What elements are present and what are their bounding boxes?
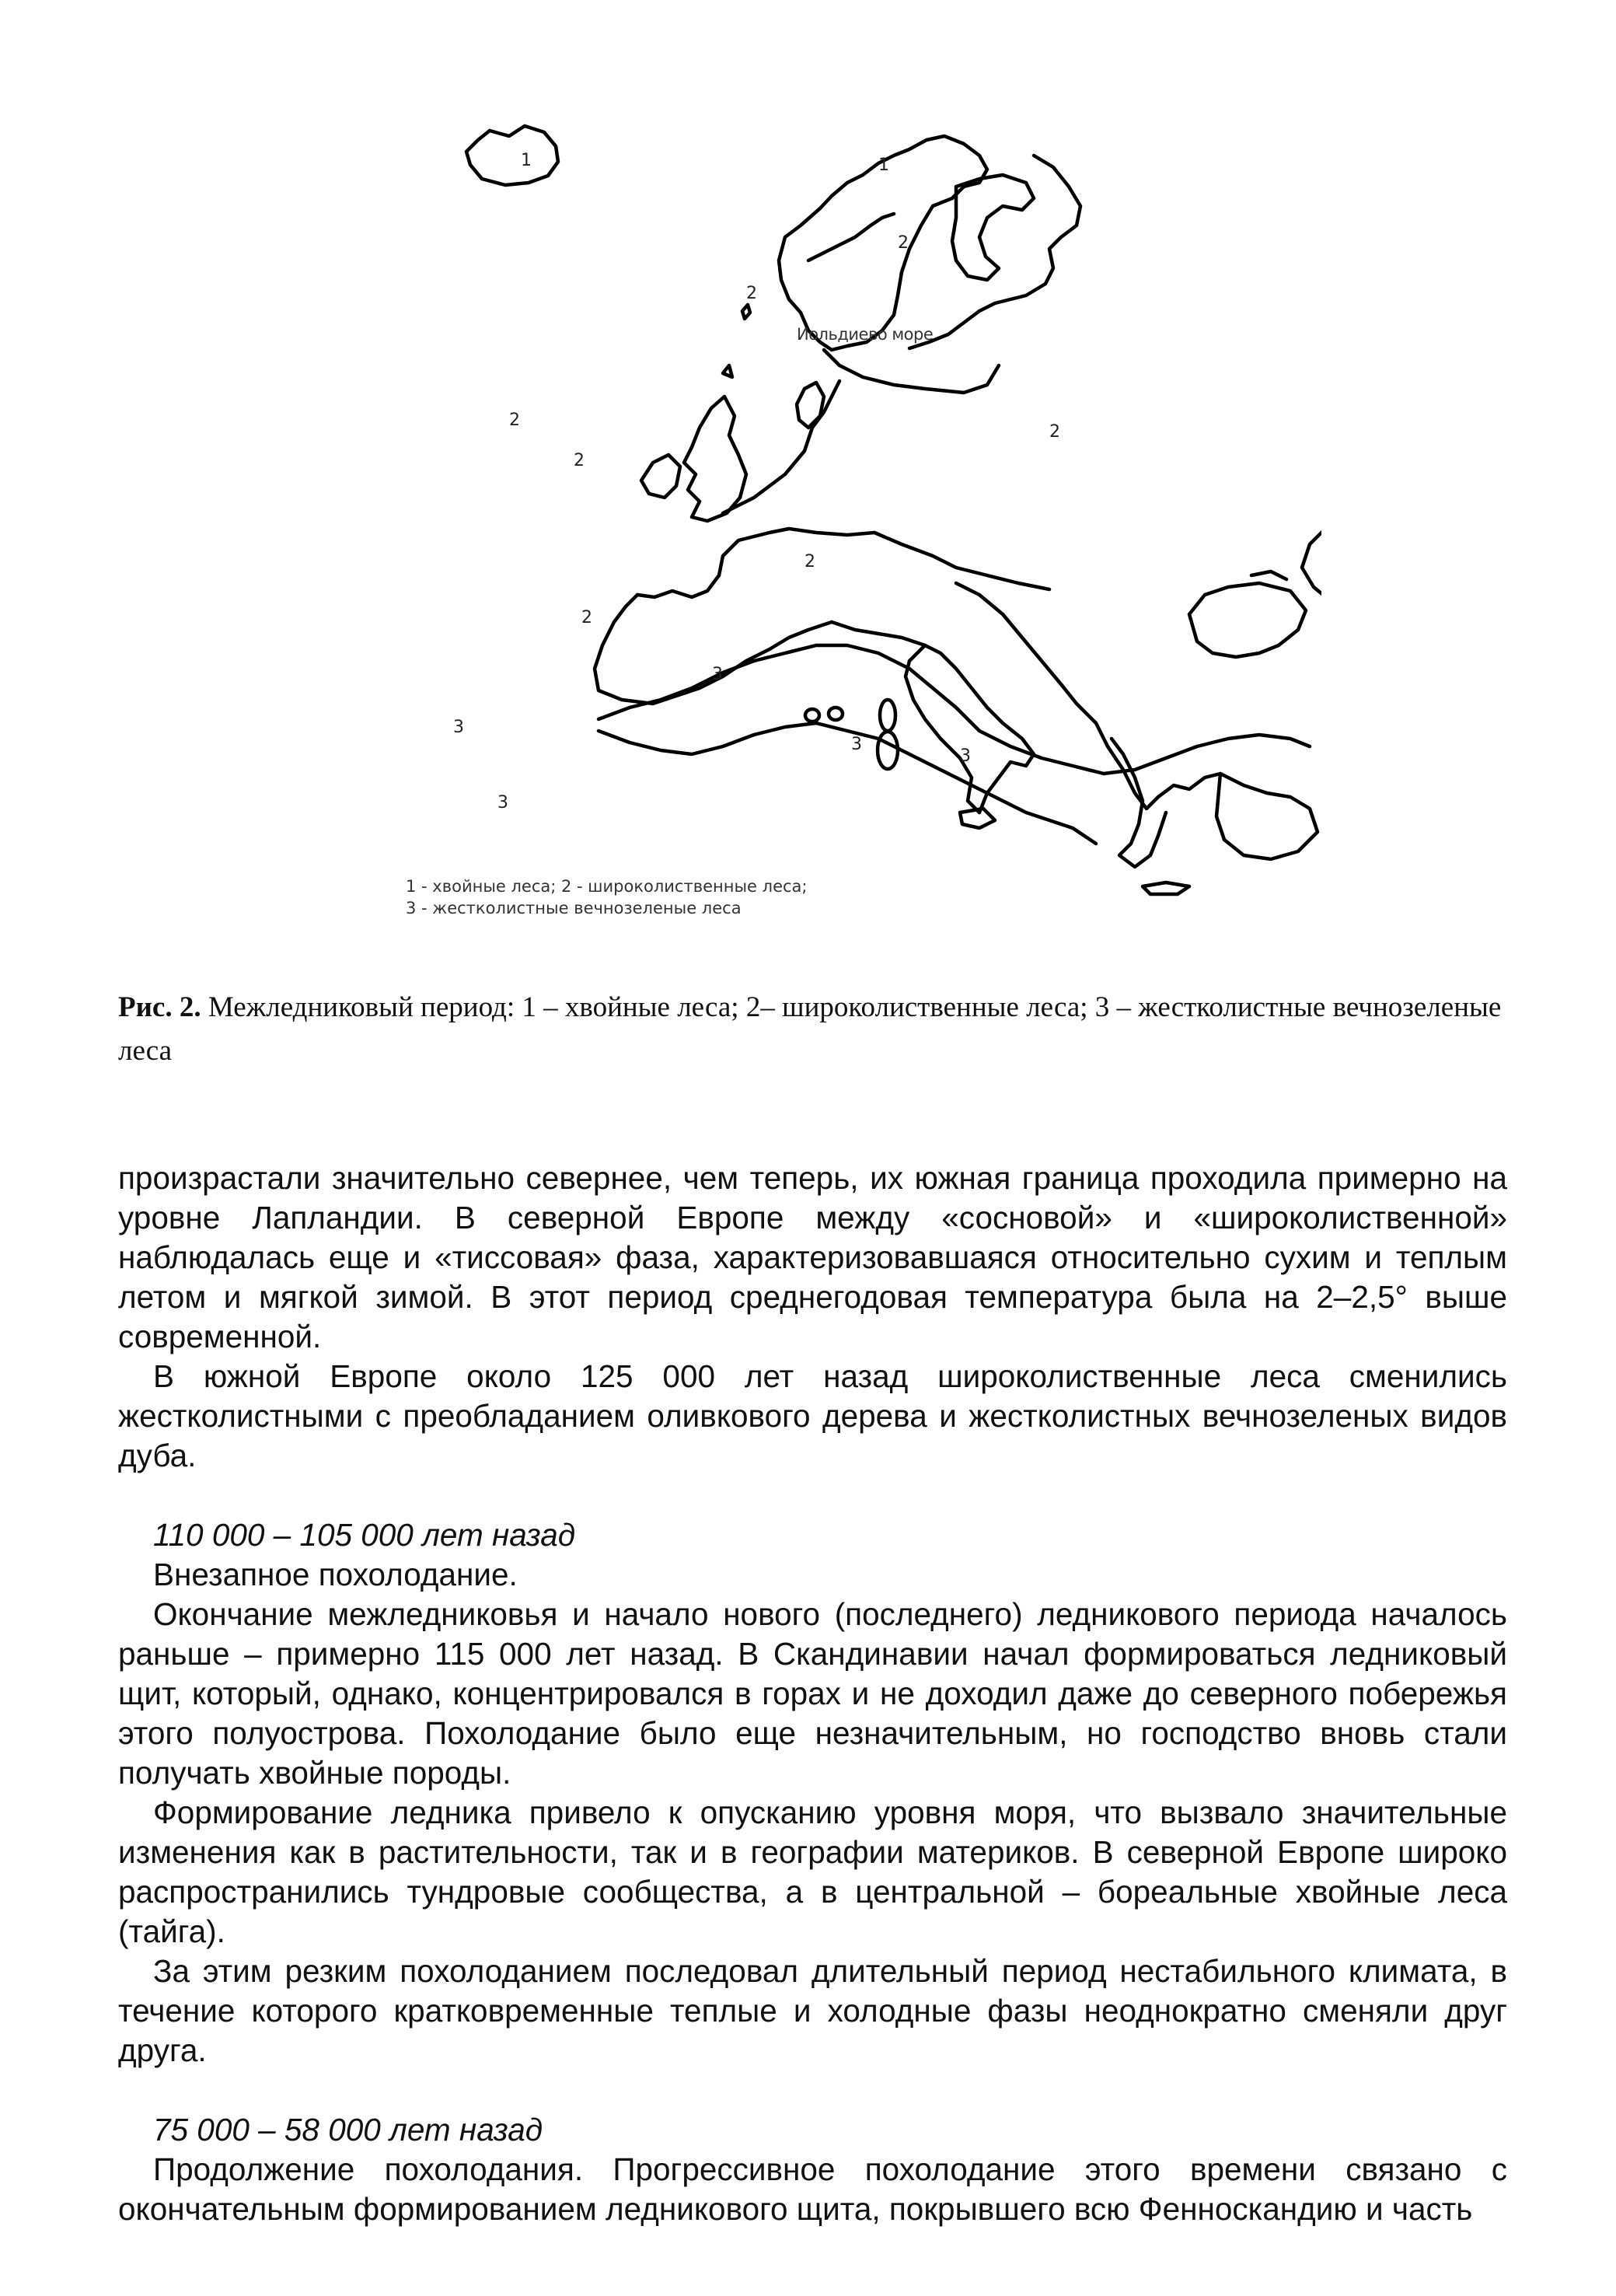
zone-label: 2 (581, 608, 592, 627)
iceland-outline (466, 126, 558, 185)
yoldia-sea-label: Иольдиево море (797, 325, 934, 344)
black-sea-outline (1189, 583, 1306, 657)
spacer (118, 1476, 1507, 1515)
body-text (118, 1158, 1507, 2229)
greece-outline (1112, 739, 1166, 867)
zone-label: 2 (898, 233, 909, 253)
paragraph: Продолжение похолодания. Прогрессивное похолодание этого времени связано с окончательным формированием ледникового щита, покрывшего всю Фенноскандию и часть (118, 2151, 1507, 2227)
zone-label: 2 (746, 284, 757, 303)
anatolia-outline (1216, 774, 1318, 859)
zone-label: 3 (497, 793, 508, 813)
zone-label: 3 (851, 735, 862, 754)
mediterranean-north-shore (832, 622, 925, 645)
north-russia-coast (909, 156, 1080, 348)
sardinia-island (878, 732, 898, 769)
paragraph: В южной Европе около 125 000 лет назад широколиственные леса сменились жестколистными с преобладанием оливкового дерева и жестколистных вечнозеленых видов дуба. (118, 1358, 1507, 1473)
zone-label: 2 (574, 451, 585, 470)
shetland-island (723, 365, 732, 377)
section-heading: 75 000 – 58 000 лет назад (153, 2112, 543, 2147)
azov-outline (1251, 571, 1286, 579)
paragraph: произрастали значительно севернее, чем теперь, их южная граница проходила примерно на уровне Лапландии. В северной Европе между «сосновой» и «широколиственной» наблюдалась еще и «тиссовая» фаза, характеризовавшаяся относительно сухим и теплым летом и мягкой зимой. В этот период среднегодовая температура была на 2–2,5° выше современной. (118, 1160, 1507, 1354)
figure-caption (118, 986, 1510, 1073)
zone-label: 2 (1049, 422, 1060, 442)
ireland-outline (641, 455, 680, 498)
north-africa-coast (599, 723, 1096, 844)
zone-label: 2 (805, 552, 815, 571)
legend-line: 3 - жестколистные вечнозеленые леса (406, 899, 742, 917)
map-legend (406, 875, 807, 919)
zone-label: 3 (960, 746, 971, 766)
corsica-island (880, 700, 895, 731)
paragraph: За этим резким похолоданием последовал длительный период нестабильного климата, в течение которого кратковременные теплые и холодные фазы неоднократно сменяли друг друга. (118, 1953, 1507, 2068)
europe-vegetation-map (365, 109, 1321, 933)
zone-boundary-north (808, 214, 894, 260)
italy-outline (906, 645, 1034, 813)
section-heading: 110 000 – 105 000 лет назад (153, 1517, 576, 1553)
legend-line: 1 - хвойные леса; 2 - широколиственные леса; (406, 877, 808, 896)
paragraph: Формирование ледника привело к опусканию уровня моря, что вызвало значительные изменения как в растительности, так и в географии материков. В северной Европе широко распространились тундровые сообщества, а в центральной – бореальные хвойные леса (тайга). (118, 1795, 1507, 1949)
zone-label: 3 (453, 718, 464, 737)
figure-label: Рис. 2. (118, 991, 201, 1023)
balearic-island-2 (829, 708, 843, 720)
zone-label: 3 (712, 665, 723, 684)
zone-label: 1 (521, 151, 532, 170)
iberia-france-outline (637, 529, 1049, 597)
crete-outline (1143, 882, 1189, 894)
balkans-outline (956, 583, 1220, 809)
zone-label: 1 (878, 156, 889, 175)
spacer (118, 2071, 1507, 2110)
yoldia-sea-boundary (824, 350, 999, 393)
jutland-outline (797, 383, 824, 428)
balearic-island-1 (805, 709, 819, 722)
kola-outline (952, 175, 1034, 280)
map-outline (365, 109, 1321, 933)
britain-outline (684, 397, 746, 521)
caspian-outline (1302, 529, 1321, 599)
faroe-island (742, 305, 750, 319)
zone-label: 2 (509, 411, 520, 430)
paragraph: Окончание межледниковья и начало нового (последнего) ледникового периода началось раньше – примерно 115 000 лет назад. В Скандинавии начал формироваться ледниковый щит, который, однако, концентрировался в горах и не доходил даже до северного побережья этого полуострова. Похолодание было еще незначительным, но господство вновь стали получать хвойные породы. (118, 1596, 1507, 1791)
figure-caption-text: Межледниковый период: 1 – хвойные леса; 2– широколиственные леса; 3 – жестколистные вечнозеленые леса (118, 991, 1502, 1067)
paragraph: Внезапное похолодание. (153, 1557, 518, 1592)
